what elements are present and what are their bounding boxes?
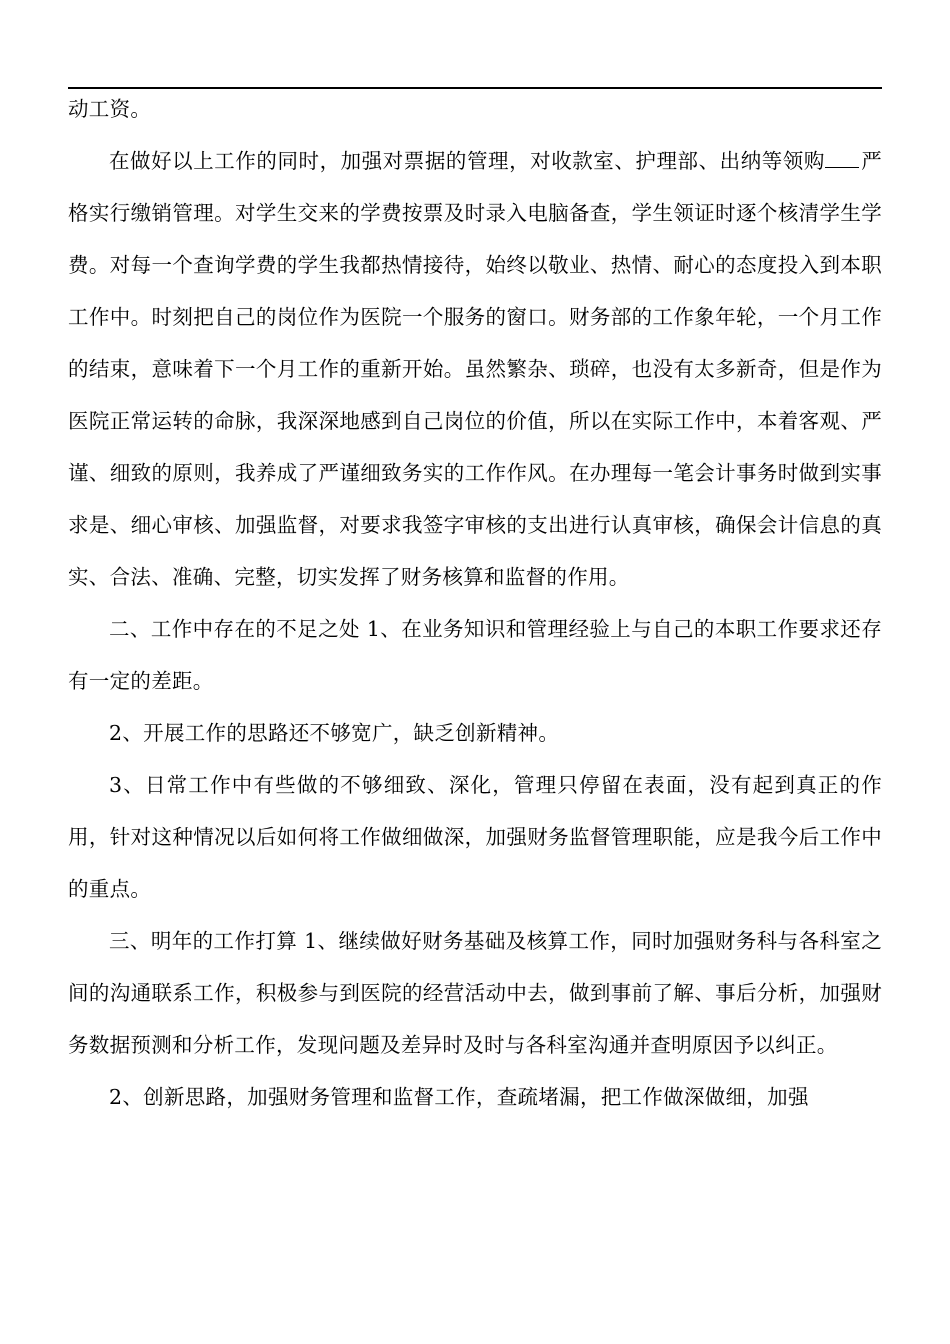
paragraph-shortcoming-3: 3、日常工作中有些做的不够细致、深化，管理只停留在表面，没有起到真正的作用，针对这种情况以后如何将工作做细做深，加强财务监督管理职能，应是我今后工作中的重点。 (68, 773, 882, 901)
paragraph-plan-2: 2、创新思路，加强财务管理和监督工作，查疏堵漏，把工作做深做细，加强 (109, 1085, 809, 1109)
paragraph-shortcoming-2: 2、开展工作的思路还不够宽广，缺乏创新精神。 (109, 721, 560, 745)
paragraph-receipt-management (68, 135, 882, 603)
document-body (68, 83, 882, 1123)
paragraph-shortcomings-heading: 二、工作中存在的不足之处 1、在业务知识和管理经验上与自己的本职工作要求还存有一定的差距。 (68, 617, 882, 693)
fill-in-blank (825, 166, 859, 168)
paragraph-text-part-b: 严格实行缴销管理。对学生交来的学费按票及时录入电脑备查，学生领证时逐个核清学生学费。对每一个查询学费的学生我都热情接待，始终以敬业、热情、耐心的态度投入到本职工作中。时刻把自己的岗位作为医院一个服务的窗口。财务部的工作象年轮，一个月工作的结束，意味着下一个月工作的重新开始。虽然繁杂、琐碎，也没有太多新奇，但是作为医院正常运转的命脉，我深深地感到自己岗位的价值，所以在实际工作中，本着客观、严谨、细致的原则，我养成了严谨细致务实的工作作风。在办理每一笔会计事务时做到实事求是、细心审核、加强监督，对要求我签字审核的支出进行认真审核，确保会计信息的真实、合法、准确、完整，切实发挥了财务核算和监督的作用。 (68, 149, 882, 589)
paragraph-next-year-plan: 三、明年的工作打算 1、继续做好财务基础及核算工作，同时加强财务科与各科室之间的沟通联系工作，积极参与到医院的经营活动中去，做到事前了解、事后分析，加强财务数据预测和分析工作，发现问题及差异时及时与各科室沟通并查明原因予以纠正。 (68, 929, 882, 1057)
paragraph-continuation: 动工资。 (68, 97, 152, 121)
paragraph-text-part-a: 在做好以上工作的同时，加强对票据的管理，对收款室、护理部、出纳等领购 (109, 149, 825, 173)
